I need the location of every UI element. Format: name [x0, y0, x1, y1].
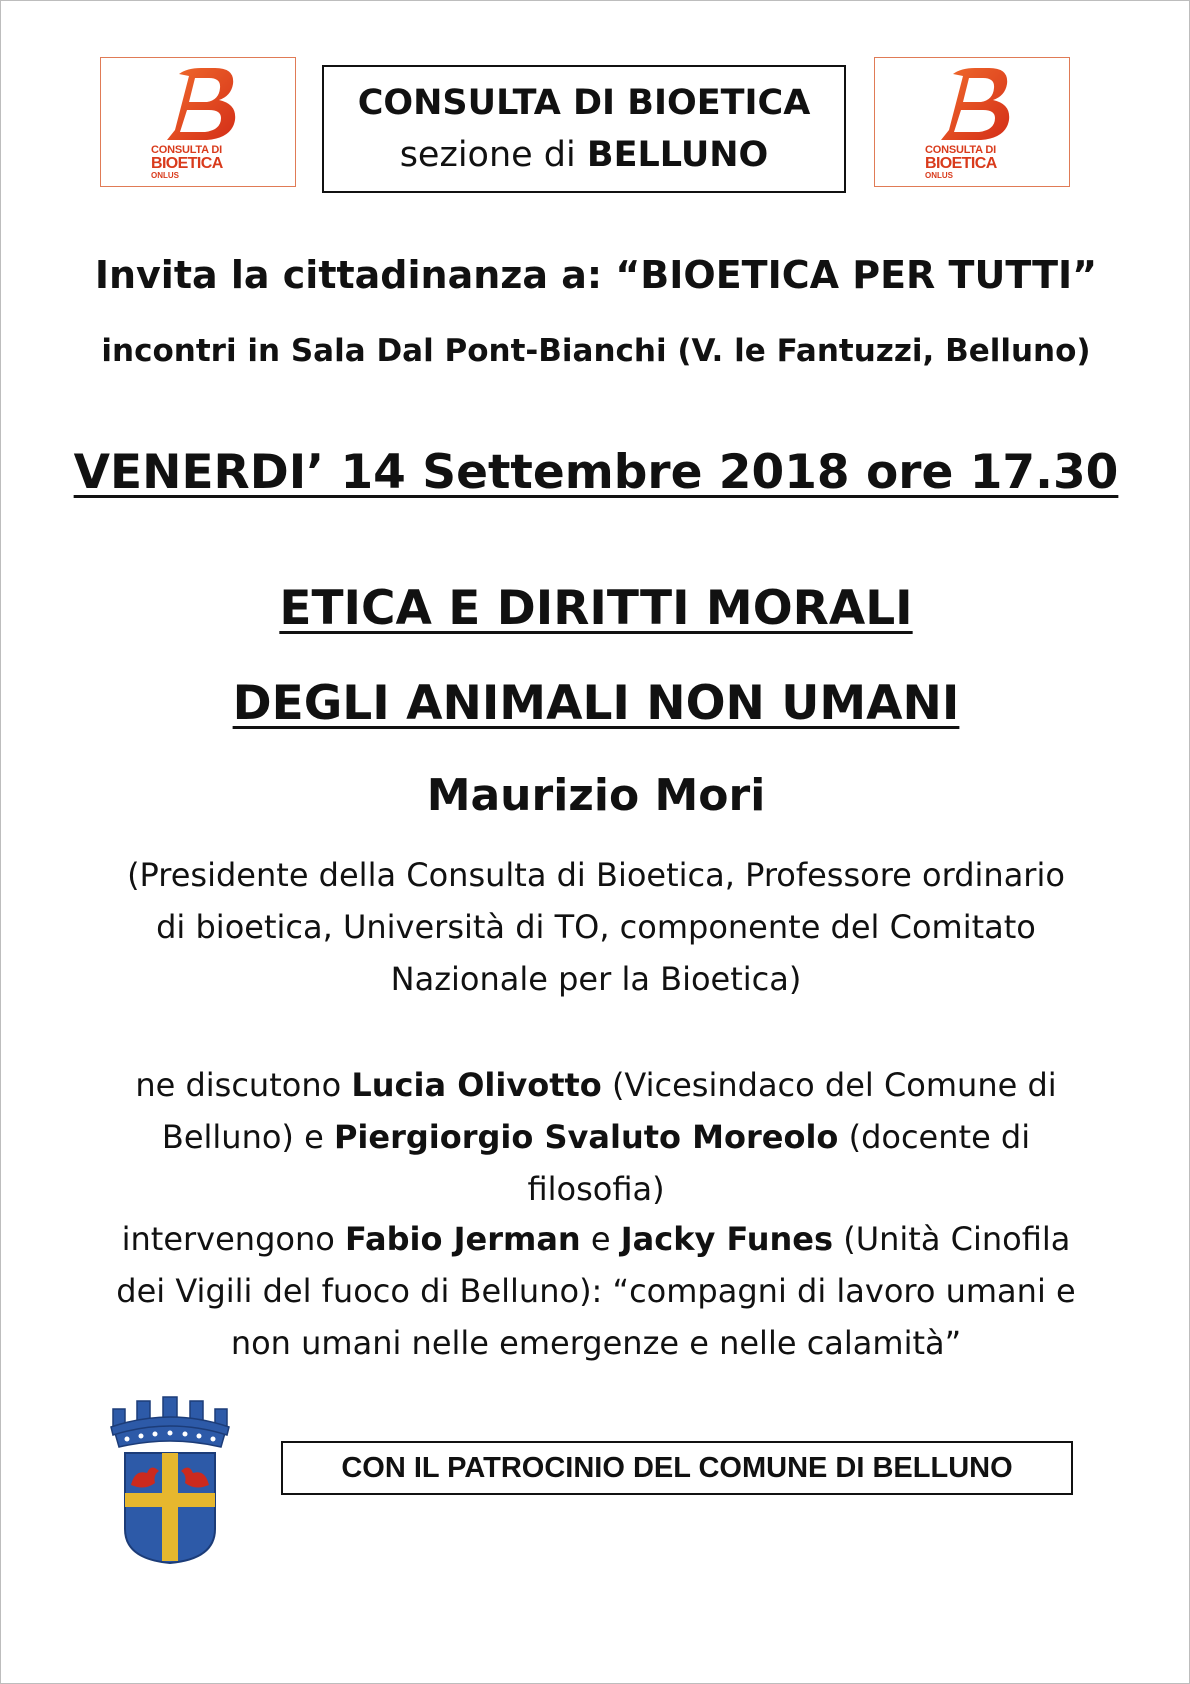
interventions-intro: intervengono	[121, 1220, 335, 1258]
discussant-2: Piergiorgio Svaluto Moreolo	[333, 1118, 839, 1156]
event-date-text: VENERDI’ 14 Settembre 2018 ore 17.30	[73, 445, 1119, 500]
logo-line2: BIOETICA	[151, 155, 223, 172]
speaker-jacky: Jacky Funes	[620, 1220, 834, 1258]
speaker-description	[1, 849, 1190, 1005]
discussant-2-role: (docente di filosofia)	[527, 1118, 1031, 1208]
speaker-fabio: Fabio Jerman	[345, 1220, 581, 1258]
speaker-name: Maurizio Mori	[426, 770, 766, 821]
logo-line1: CONSULTA DI	[925, 144, 996, 156]
invite-line: Invita la cittadinanza a: “BIOETICA PER TUTTI”	[94, 253, 1098, 297]
talk-title-line1	[1, 581, 1190, 636]
speaker-description-text: (Presidente della Consulta di Bioetica, Professore ordinario di bioetica, Università di TO, componente del Comitato Nazionale per la Bioetica)	[127, 856, 1065, 998]
section-city: BELLUNO	[586, 135, 769, 175]
discussion-paragraph	[1, 1059, 1190, 1215]
patronage-box: CON IL PATROCINIO DEL COMUNE DI BELLUNO	[281, 1441, 1073, 1495]
header-title: CONSULTA DI BIOETICA	[357, 83, 811, 123]
talk-title-line1-text: ETICA E DIRITTI MORALI	[279, 581, 913, 636]
interventions-text: (Unità Cinofila dei Vigili del fuoco di Belluno): “compagni di lavoro umani e non umani nelle emergenze e nelle calamità”	[116, 1220, 1076, 1362]
b-logo-icon	[923, 64, 1023, 146]
logo-text	[151, 145, 261, 180]
b-logo-icon	[149, 64, 249, 146]
interventions-connector: e	[590, 1220, 611, 1258]
talk-title-line2-text: DEGLI ANIMALI NON UMANI	[232, 676, 960, 731]
consulta-logo-left	[100, 57, 296, 187]
discussant-1-role: (Vicesindaco del Comune di Belluno) e	[161, 1066, 1057, 1156]
event-date	[1, 445, 1190, 500]
header-box	[322, 65, 846, 193]
logo-line1: CONSULTA DI	[151, 144, 222, 156]
discussion-intro: ne discutono	[135, 1066, 342, 1104]
talk-title-line2	[1, 676, 1190, 731]
header-section	[324, 135, 844, 175]
section-prefix: sezione di	[399, 135, 576, 175]
interventions-paragraph	[1, 1213, 1190, 1369]
belluno-coat-of-arms-icon	[107, 1389, 233, 1565]
consulta-logo-right	[874, 57, 1070, 187]
logo-line3: ONLUS	[925, 171, 953, 180]
logo-line2: BIOETICA	[925, 155, 997, 172]
discussant-1: Lucia Olivotto	[351, 1066, 602, 1104]
venue-line: incontri in Sala Dal Pont-Bianchi (V. le Fantuzzi, Belluno)	[101, 333, 1091, 369]
logo-text	[925, 145, 1035, 180]
logo-line3: ONLUS	[151, 171, 179, 180]
